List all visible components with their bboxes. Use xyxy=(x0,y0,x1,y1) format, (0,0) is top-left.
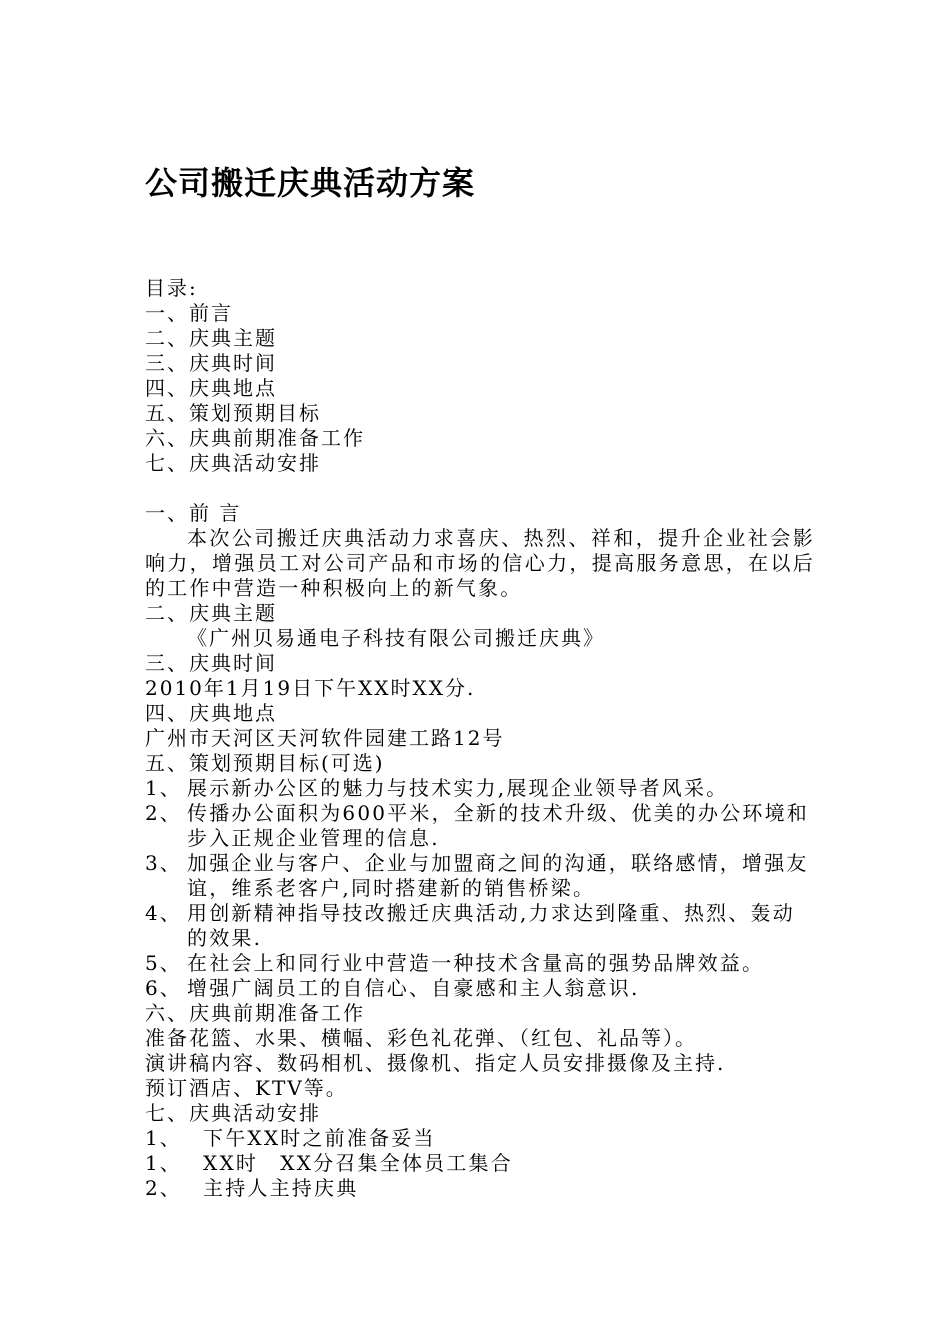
goal-text: 在社会上和同行业中营造一种技术含量高的强势品牌效益。 xyxy=(187,951,765,975)
document-title: 公司搬迁庆典活动方案 xyxy=(145,164,476,202)
preface-paragraph: 本次公司搬迁庆典活动力求喜庆、热烈、祥和，提升企业社会影响力，增强员工对公司产品和市场的信心力，提高服务意思，在以后的工作中营造一种积极向上的新气象。 xyxy=(145,526,815,600)
goal-number: 2、 xyxy=(145,801,182,825)
toc-item: 七、庆典活动安排 xyxy=(145,451,321,475)
schedule-text: 主持人主持庆典 xyxy=(203,1176,359,1200)
goal-item xyxy=(145,776,815,801)
goal-item xyxy=(145,851,815,901)
goal-item xyxy=(145,901,815,951)
goal-item xyxy=(145,976,815,1001)
schedule-item xyxy=(145,1126,815,1151)
goal-number: 5、 xyxy=(145,951,182,975)
goal-item xyxy=(145,951,815,976)
goal-text: 用创新精神指导技改搬迁庆典活动,力求达到隆重、热烈、轰动的效果. xyxy=(187,901,795,950)
schedule-number: 1、 xyxy=(145,1126,182,1150)
document-body xyxy=(145,276,815,1201)
section-heading-theme: 二、庆典主题 xyxy=(145,601,277,625)
goal-text: 加强企业与客户、企业与加盟商之间的沟通，联络感情，增强友谊，维系老客户,同时搭建新的销售桥梁。 xyxy=(187,851,809,900)
schedule-item xyxy=(145,1151,815,1176)
section-heading-goals: 五、策划预期目标(可选) xyxy=(145,751,385,775)
goal-number: 1、 xyxy=(145,776,182,800)
spacer xyxy=(145,476,815,501)
toc-item: 三、庆典时间 xyxy=(145,351,277,375)
goal-number: 3、 xyxy=(145,851,182,875)
section-heading-schedule: 七、庆典活动安排 xyxy=(145,1101,321,1125)
toc-item: 二、庆典主题 xyxy=(145,326,277,350)
section-heading-time: 三、庆典时间 xyxy=(145,651,277,675)
prep-line: 准备花篮、水果、横幅、彩色礼花弹、（红包、礼品等）。 xyxy=(145,1026,697,1050)
goal-number: 4、 xyxy=(145,901,182,925)
schedule-item xyxy=(145,1176,815,1201)
goal-text: 展示新办公区的魅力与技术实力,展现企业领导者风采。 xyxy=(187,776,729,800)
toc-item: 五、策划预期目标 xyxy=(145,401,321,425)
schedule-number: 1、 xyxy=(145,1151,182,1175)
goal-text: 增强广阔员工的自信心、自豪感和主人翁意识. xyxy=(187,976,640,1000)
toc-item: 六、庆典前期准备工作 xyxy=(145,426,365,450)
toc-item: 四、庆典地点 xyxy=(145,376,277,400)
goal-text: 传播办公面积为600平米，全新的技术升级、优美的办公环境和步入正规企业管理的信息. xyxy=(187,801,809,850)
schedule-number: 2、 xyxy=(145,1176,182,1200)
theme-text: 《广州贝易通电子科技有限公司搬迁庆典》 xyxy=(187,626,605,650)
prep-line: 演讲稿内容、数码相机、摄像机、指定人员安排摄像及主持. xyxy=(145,1051,726,1075)
goal-number: 6、 xyxy=(145,976,182,1000)
toc-item: 一、前言 xyxy=(145,301,233,325)
section-heading-preface: 一、前 言 xyxy=(145,501,242,525)
time-text: 2010年1月19日下午XX时XX分. xyxy=(145,676,476,700)
prep-line: 预订酒店、KTV等。 xyxy=(145,1076,348,1100)
schedule-text: XX时 XX分召集全体员工集合 xyxy=(203,1151,513,1175)
goal-item xyxy=(145,801,815,851)
section-heading-prep: 六、庆典前期准备工作 xyxy=(145,1001,365,1025)
toc-heading: 目录: xyxy=(145,276,198,300)
place-text: 广州市天河区天河软件园建工路12号 xyxy=(145,726,505,750)
schedule-text: 下午XX时之前准备妥当 xyxy=(203,1126,436,1150)
section-heading-place: 四、庆典地点 xyxy=(145,701,277,725)
